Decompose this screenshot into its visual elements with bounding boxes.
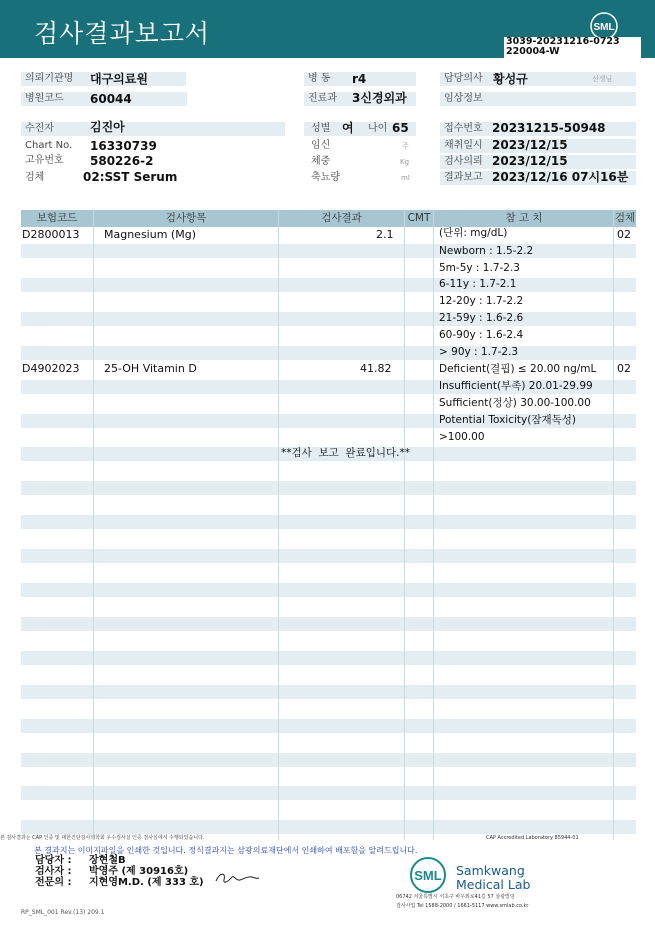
- chart-no-label: Chart No.: [25, 140, 73, 151]
- document-number: [504, 37, 641, 58]
- ward-label: 병 동: [304, 72, 416, 86]
- row1-item: Magnesium (Mg): [104, 228, 196, 241]
- table-row-stripe: [21, 346, 636, 360]
- collection-date-value: 2023/12/15: [492, 138, 568, 152]
- samkwang-logo-text: SML: [414, 868, 442, 883]
- col-header-cmt: CMT: [407, 212, 431, 224]
- row1-reference-line: 21-59y : 1.6-2.6: [439, 312, 524, 324]
- examinee-label: 수진자: [21, 122, 285, 136]
- document-number-sub: 220004-W: [506, 46, 560, 57]
- sex-label: 성별: [311, 123, 331, 134]
- hospital-code-label: 병원코드: [21, 92, 187, 106]
- row2-reference-line: Potential Toxicity(잠재독성): [439, 414, 576, 426]
- col-divider: [613, 210, 614, 840]
- request-date-label: 검사의뢰: [440, 155, 636, 169]
- table-row-stripe: [21, 312, 636, 326]
- col-header-code: 보험코드: [36, 212, 78, 224]
- age-value: 65: [392, 121, 409, 135]
- report-title: 검사결과보고서: [34, 19, 211, 48]
- row2-reference-line: Insufficient(부족) 20.01-29.99: [439, 380, 593, 392]
- table-row-stripe: [21, 685, 636, 699]
- ward-value: r4: [352, 72, 367, 86]
- signer-value: 장현철B: [89, 855, 126, 866]
- table-row-stripe: [21, 719, 636, 733]
- institution-value: 대구의료원: [90, 72, 148, 86]
- pregnancy-unit: 주: [402, 142, 409, 150]
- table-row-stripe: [21, 820, 636, 834]
- form-number: RP_SML_001 Rev.(13) 209.1: [21, 909, 105, 916]
- age-label: 나이: [368, 123, 388, 134]
- col-divider: [278, 210, 279, 840]
- table-row-stripe: [21, 244, 636, 258]
- col-header-result: 검사결과: [321, 212, 362, 224]
- row1-reference-line: Newborn : 1.5-2.2: [439, 245, 534, 257]
- completion-note: **검사 보고 완료입니다.**: [281, 447, 410, 459]
- signer-label: 검사자 :: [35, 866, 72, 877]
- department-label: 진료과: [304, 92, 416, 106]
- lab-name: [456, 864, 530, 892]
- samkwang-logo-icon: [406, 856, 454, 894]
- pregnancy-label: 임신: [311, 140, 331, 151]
- unique-no-value: 580226-2: [90, 154, 154, 168]
- row2-result: 41.82: [360, 362, 392, 375]
- lab-name-line2: Medical Lab: [456, 877, 531, 892]
- row1-reference-line: 6-11y : 1.7-2.1: [439, 278, 517, 290]
- col-header-item: 검사항목: [165, 212, 207, 224]
- row1-result: 2.1: [376, 228, 394, 241]
- col-divider: [93, 210, 94, 840]
- lab-name-line1: Samkwang: [456, 863, 525, 878]
- clinical-info-label: 임상정보: [440, 92, 636, 106]
- print-notice: 본 결과지는 이미지파일을 인쇄한 것입니다. 정식결과지는 삼광의료재단에서 인쇄하여 배포함을 알려드립니다.: [34, 846, 418, 855]
- row1-reference-line: 12-20y : 1.7-2.2: [439, 295, 524, 307]
- weight-label: 체중: [311, 156, 331, 167]
- chart-no-value: 16330739: [90, 139, 157, 153]
- col-header-reference: 참 고 치: [505, 212, 543, 224]
- col-divider: [404, 210, 405, 840]
- urine-label: 축뇨량: [311, 172, 340, 183]
- row2-item: 25-OH Vitamin D: [104, 362, 197, 375]
- row1-reference-line: 60-90y : 1.6-2.4: [439, 329, 524, 341]
- row2-reference-line: >100.00: [439, 431, 485, 443]
- signer-label: 담당자 :: [35, 855, 72, 866]
- table-row-stripe: [21, 786, 636, 800]
- examinee-value: 김진아: [90, 120, 125, 134]
- specimen-value: 02:SST Serum: [83, 170, 178, 184]
- signer-label: 전문의 :: [35, 877, 72, 888]
- receipt-no-value: 20231215-50948: [492, 121, 606, 135]
- signer-value: 박영주 (제 30916호): [89, 866, 189, 877]
- row1-reference-line: (단위: mg/dL): [439, 227, 508, 239]
- unique-no-label: 고유번호: [25, 155, 64, 166]
- handwritten-signature: [214, 868, 260, 886]
- row2-reference-line: Sufficient(정상) 30.00-100.00: [439, 397, 591, 409]
- row1-code: D2800013: [22, 228, 80, 241]
- row1-reference-line: 5m-5y : 1.7-2.3: [439, 262, 520, 274]
- table-row-stripe: [21, 753, 636, 767]
- certification-notice: 본 검사결과는 CAP 인증 및 대한진단검사의학회 우수검사실 인증 검사실에서 수행되었습니다.: [0, 835, 205, 841]
- col-divider: [433, 210, 434, 840]
- table-row-stripe: [21, 278, 636, 292]
- doctor-value: 황성규: [493, 72, 528, 86]
- table-row-stripe: [21, 617, 636, 631]
- sml-logo-text: SML: [593, 22, 615, 33]
- table-row-stripe: [21, 583, 636, 597]
- row1-specimen: 02: [617, 228, 631, 241]
- lab-address-line1: 06742 서울특별시 서초구 바우뫼로41길 57 삼광빌딩: [396, 894, 515, 900]
- signer-value: 지현영M.D. (제 333 호): [89, 877, 204, 888]
- institution-label: 의뢰기관명: [21, 72, 186, 86]
- sex-value: 여: [342, 121, 354, 135]
- row1-reference-line: > 90y : 1.7-2.3: [439, 346, 519, 358]
- row2-code: D4902023: [22, 362, 80, 375]
- lab-address-line2: 검사사업 Tel 1588-2000 / 1661-5117 www.smlab.co.kr: [396, 903, 529, 909]
- col-header-specimen: 검체: [614, 212, 636, 224]
- request-date-value: 2023/12/15: [492, 154, 568, 168]
- document-number-main: 3039-20231216-0723: [506, 36, 620, 47]
- receipt-no-label: 접수번호: [440, 122, 636, 136]
- table-row-stripe: [21, 481, 636, 495]
- doctor-suffix: 선생님: [592, 75, 613, 83]
- table-row-stripe: [21, 515, 636, 529]
- weight-unit: Kg: [400, 158, 410, 166]
- urine-unit: ml: [401, 174, 410, 182]
- row2-reference-line: Deficient(결핍) ≤ 20.00 ng/mL: [439, 363, 597, 375]
- report-date-value: 2023/12/16 07시16분: [492, 170, 629, 184]
- collection-date-label: 채취일시: [440, 139, 636, 153]
- department-value: 3신경외과: [352, 91, 407, 105]
- lab-address: [396, 893, 528, 911]
- doctor-label: 담당의사: [440, 72, 636, 86]
- table-row-stripe: [21, 651, 636, 665]
- report-date-label: 결과보고: [440, 171, 636, 185]
- hospital-code-value: 60044: [90, 92, 132, 106]
- table-row-stripe: [21, 549, 636, 563]
- row2-specimen: 02: [617, 362, 631, 375]
- cap-accreditation: CAP Accredited Laboratory 85944-01: [486, 835, 579, 841]
- specimen-label: 검체: [25, 172, 45, 183]
